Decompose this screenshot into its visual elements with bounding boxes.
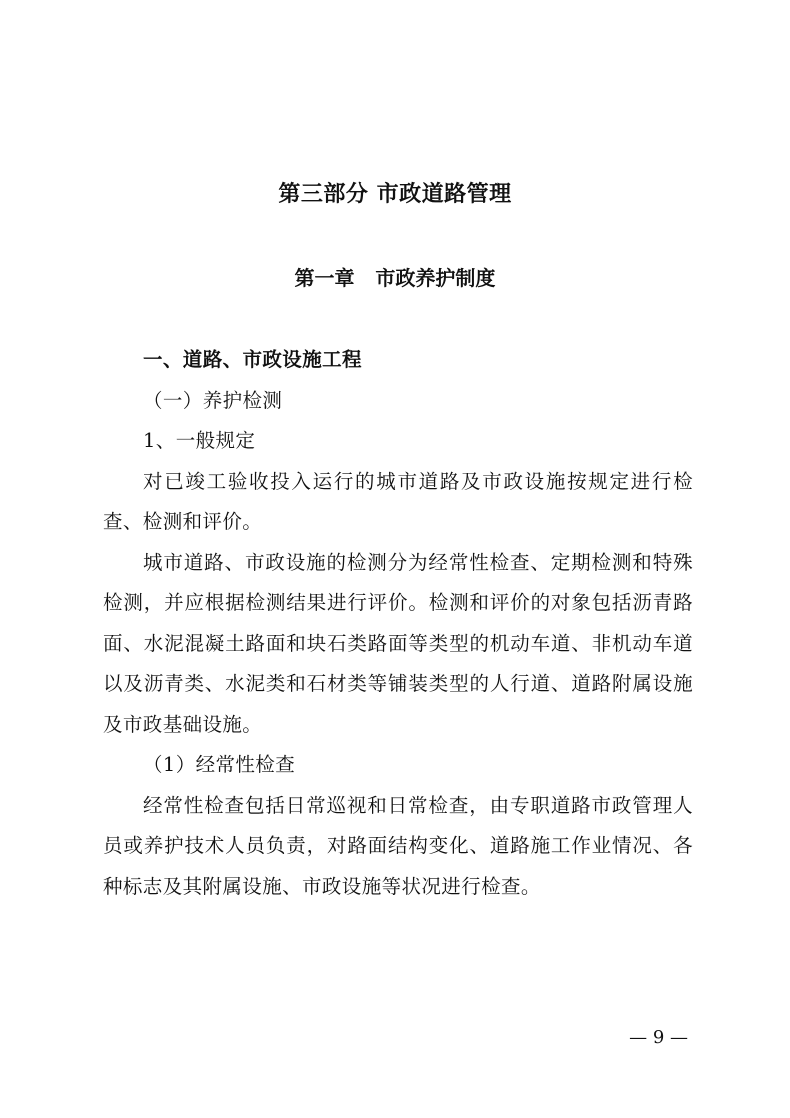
item-heading: （1）经常性检查 [143, 753, 296, 776]
part-title: 第三部分 市政道路管理 [278, 182, 512, 207]
document-body [103, 340, 693, 907]
body-paragraph: 经常性检查包括日常巡视和日常检查，由专职道路市政管理人员或养护技术人员负责，对路面结构变化、道路施工作业情况、各种标志及其附属设施、市政设施等状况进行检查。 [103, 793, 693, 898]
chapter-title: 第一章 市政养护制度 [294, 266, 496, 290]
clause-heading: 1、一般规定 [143, 429, 256, 452]
body-paragraph: 对已竣工验收投入运行的城市道路及市政设施按规定进行检查、检测和评价。 [103, 469, 693, 533]
subsection-heading: （一）养护检测 [143, 388, 283, 412]
section-heading: 一、道路、市政设施工程 [143, 348, 362, 371]
body-paragraph: 城市道路、市政设施的检测分为经常性检查、定期检测和特殊检测，并应根据检测结果进行评价。检测和评价的对象包括沥青路面、水泥混凝土路面和块石类路面等类型的机动车道、非机动车道以及沥青类、水泥类和石材类等铺装类型的人行道、道路附属设施及市政基础设施。 [103, 550, 693, 736]
page-number: — 9 — [629, 1027, 688, 1048]
